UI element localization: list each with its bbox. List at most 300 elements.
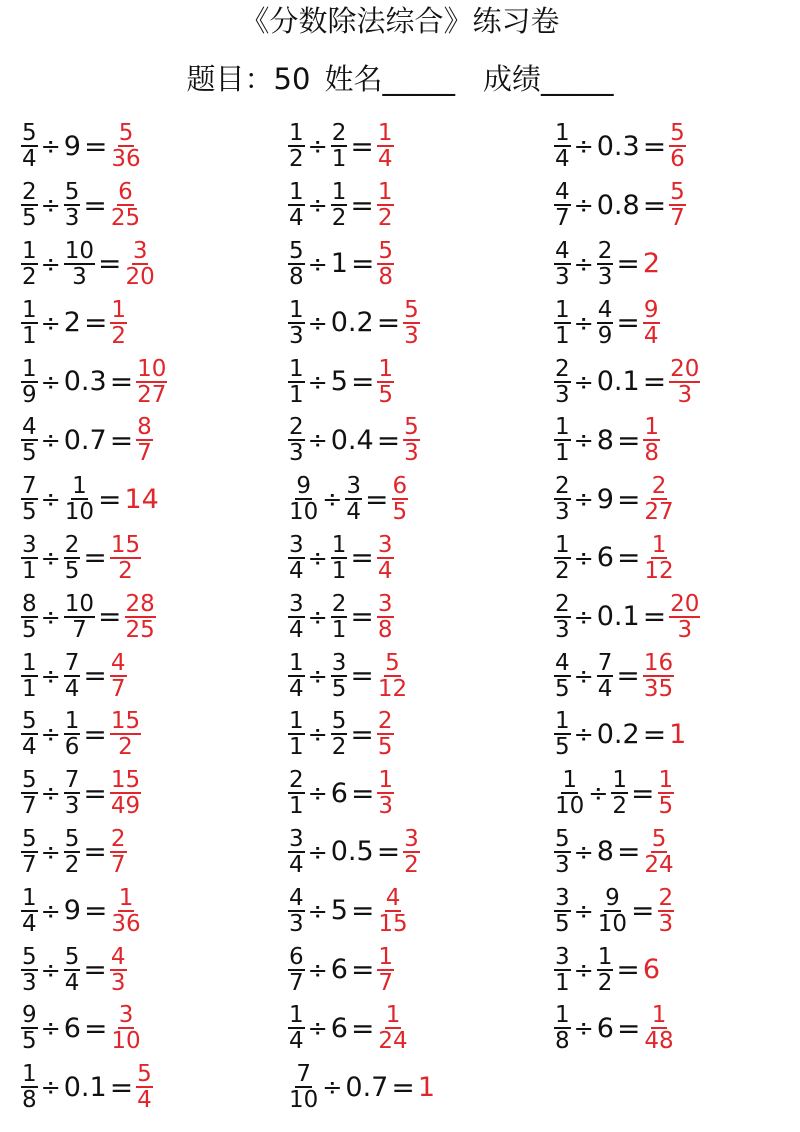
equals-sign: = (616, 659, 640, 693)
dividend-fraction (288, 533, 305, 583)
dividend-denominator: 5 (555, 734, 570, 761)
answer-numerator: 16 (643, 649, 674, 676)
answer-numerator: 2 (110, 825, 126, 852)
divisor-numerator: 1 (331, 179, 347, 206)
answer (376, 768, 395, 818)
divisor-numerator: 3 (331, 649, 347, 676)
dividend-fraction (21, 239, 38, 289)
divisor-number: 6 (330, 1012, 348, 1044)
dividend-denominator: 5 (22, 205, 37, 232)
answer-numerator: 5 (670, 120, 685, 147)
dividend-fraction (288, 180, 305, 230)
dividend-numerator: 1 (22, 355, 37, 382)
divisor-denominator: 4 (64, 969, 80, 996)
dividend-denominator: 1 (555, 440, 570, 467)
dividend-fraction (554, 592, 571, 642)
answer-fraction (110, 709, 141, 759)
answer-denominator: 4 (377, 557, 393, 584)
dividend-fraction (21, 121, 38, 171)
divisor-numerator: 2 (331, 120, 347, 147)
problem-row (20, 352, 168, 411)
dividend-denominator: 8 (555, 1028, 570, 1055)
answer-numerator: 4 (385, 884, 401, 911)
equals-sign: = (616, 306, 640, 340)
divisor-numerator: 1 (331, 531, 347, 558)
dividend-numerator: 2 (555, 355, 570, 382)
answer-fraction (669, 180, 686, 230)
answer-numerator: 1 (651, 1002, 667, 1029)
problem-column-1 (20, 117, 168, 1117)
problem-row (20, 940, 168, 999)
dividend-fraction (554, 121, 571, 171)
dividend-fraction (554, 180, 571, 230)
dividend-numerator: 5 (289, 237, 304, 264)
answer-fraction (403, 298, 420, 348)
answer (402, 415, 421, 465)
equals-sign: = (642, 600, 667, 634)
dividend-fraction (21, 415, 38, 465)
divide-sign: ÷ (40, 367, 61, 396)
divisor-fraction (64, 709, 81, 759)
equals-sign: = (616, 423, 641, 457)
equals-sign: = (350, 659, 374, 693)
divisor-denominator: 3 (597, 263, 613, 290)
divide-sign: ÷ (307, 837, 328, 866)
divide-sign: ÷ (307, 602, 328, 631)
dividend-fraction (288, 709, 305, 759)
equals-sign: = (350, 129, 374, 163)
problem-row (20, 881, 168, 940)
answer-numerator: 6 (118, 179, 133, 206)
divisor-number: 0.2 (596, 718, 640, 750)
divisor-fraction (597, 945, 614, 995)
answer (376, 357, 395, 407)
divisor-denominator: 2 (331, 734, 347, 761)
answer-denominator: 7 (670, 205, 685, 232)
divisor-number: 6 (330, 777, 348, 809)
equals-sign: = (391, 1070, 415, 1104)
dividend-denominator: 10 (555, 793, 585, 820)
dividend-denominator: 4 (22, 146, 37, 173)
equals-sign: = (83, 1011, 108, 1045)
divisor-number: 0.4 (330, 424, 374, 456)
answer-numerator: 1 (385, 1002, 401, 1029)
dividend-numerator: 1 (555, 1002, 570, 1029)
answer-denominator: 36 (111, 146, 141, 173)
problem-row (287, 940, 436, 999)
answer-fraction (403, 827, 420, 877)
equals-sign: = (98, 247, 122, 281)
answer (668, 180, 687, 230)
dividend-denominator: 7 (289, 969, 304, 996)
divisor-denominator: 1 (331, 616, 347, 643)
problem-row (20, 293, 168, 352)
dividend-fraction (288, 1062, 319, 1112)
problem-row (553, 823, 701, 882)
dividend-fraction (21, 533, 38, 583)
dividend-denominator: 3 (289, 910, 304, 937)
divide-sign: ÷ (573, 132, 594, 161)
divisor-fraction (64, 474, 95, 524)
dividend-fraction (288, 415, 305, 465)
dividend-fraction (288, 945, 305, 995)
divide-sign: ÷ (573, 191, 594, 220)
dividend-fraction (554, 1003, 571, 1053)
divisor-fraction (64, 239, 95, 289)
problem-row (20, 999, 168, 1058)
answer-fraction (377, 180, 394, 230)
divide-sign: ÷ (40, 661, 61, 690)
divide-sign: ÷ (40, 779, 61, 808)
dividend-denominator: 9 (22, 381, 37, 408)
question-count-value: 50 (273, 62, 311, 96)
divide-sign: ÷ (307, 779, 328, 808)
problem-row (553, 117, 701, 176)
answer (642, 651, 675, 701)
dividend-numerator: 1 (555, 120, 570, 147)
problem-column-2 (287, 117, 436, 1117)
equals-sign: = (83, 717, 107, 751)
problem-row (553, 940, 701, 999)
dividend-numerator: 2 (555, 590, 570, 617)
dividend-denominator: 1 (22, 557, 37, 584)
equals-sign: = (350, 247, 375, 281)
dividend-fraction (21, 1003, 38, 1053)
dividend-numerator: 3 (289, 590, 304, 617)
problem-row (287, 587, 436, 646)
divisor-numerator: 2 (64, 531, 80, 558)
answer-denominator: 25 (125, 616, 155, 643)
answer-fraction (110, 651, 127, 701)
equals-sign: = (642, 365, 667, 399)
answer (109, 886, 142, 936)
dividend-fraction (554, 474, 571, 524)
problem-row (553, 646, 701, 705)
dividend-denominator: 5 (22, 499, 37, 526)
equals-sign: = (83, 953, 107, 987)
dividend-denominator: 8 (22, 1087, 37, 1114)
answer-numerator: 5 (651, 825, 667, 852)
answer-numerator: 1 (377, 179, 393, 206)
answer-fraction (125, 592, 156, 642)
problem-row (287, 117, 436, 176)
divide-sign: ÷ (573, 896, 594, 925)
divisor-number: 1 (330, 248, 348, 280)
divide-sign: ÷ (40, 308, 61, 337)
dividend-numerator: 1 (22, 649, 37, 676)
answer-fraction (136, 357, 167, 407)
answer-denominator: 5 (377, 734, 393, 761)
answer-fraction (643, 298, 660, 348)
answer-denominator: 3 (677, 381, 693, 408)
divide-sign: ÷ (40, 191, 61, 220)
answer (391, 474, 410, 524)
dividend-denominator: 4 (22, 734, 37, 761)
divisor-denominator: 10 (64, 499, 95, 526)
equals-sign: = (83, 129, 108, 163)
dividend-denominator: 5 (22, 1028, 37, 1055)
answer (109, 945, 128, 995)
equals-sign: = (616, 953, 640, 987)
answer (124, 239, 157, 289)
problem-row (287, 881, 436, 940)
dividend-denominator: 3 (555, 381, 570, 408)
divisor-denominator: 7 (72, 616, 87, 643)
answer-numerator: 6 (392, 473, 408, 500)
dividend-numerator: 3 (289, 825, 304, 852)
dividend-numerator: 7 (296, 1061, 311, 1088)
answer-fraction (110, 533, 141, 583)
problem-row (20, 646, 168, 705)
divisor-fraction (345, 474, 362, 524)
answer-numerator: 5 (670, 179, 685, 206)
divide-sign: ÷ (307, 543, 328, 572)
equals-sign: = (350, 953, 375, 987)
answer-numerator: 15 (110, 767, 141, 794)
divisor-number: 2 (63, 307, 81, 339)
divide-sign: ÷ (573, 249, 594, 278)
answer-denominator: 3 (658, 910, 674, 937)
problem-row (553, 529, 701, 588)
dividend-numerator: 3 (289, 531, 304, 558)
equals-sign: = (376, 423, 401, 457)
divisor-denominator: 1 (331, 146, 347, 173)
dividend-numerator: 5 (22, 825, 37, 852)
divisor-denominator: 9 (597, 322, 613, 349)
divide-sign: ÷ (573, 543, 594, 572)
answer-number: 14 (124, 483, 159, 515)
divide-sign: ÷ (573, 367, 594, 396)
problem-row (553, 705, 701, 764)
answer-numerator: 3 (377, 531, 393, 558)
problem-row (287, 411, 436, 470)
answer-fraction (110, 768, 141, 818)
divisor-fraction (597, 239, 614, 289)
answer (402, 298, 421, 348)
dividend-denominator: 7 (22, 851, 37, 878)
divisor-number: 0.1 (596, 601, 640, 633)
equals-sign: = (642, 717, 667, 751)
divisor-number: 0.7 (63, 424, 107, 456)
problem-row (287, 1058, 436, 1117)
equals-sign: = (83, 894, 108, 928)
answer-fraction (110, 180, 141, 230)
equals-sign: = (83, 188, 107, 222)
divide-sign: ÷ (307, 720, 328, 749)
answer (668, 592, 701, 642)
divisor-number: 0.2 (330, 307, 374, 339)
answer (109, 1003, 142, 1053)
answer (668, 357, 701, 407)
problem-row (20, 587, 168, 646)
dividend-numerator: 9 (296, 473, 311, 500)
divide-sign: ÷ (307, 249, 328, 278)
answer-denominator: 4 (137, 1087, 152, 1114)
dividend-denominator: 10 (289, 1087, 319, 1114)
divisor-fraction (611, 768, 628, 818)
answer (642, 248, 661, 280)
dividend-fraction (554, 709, 571, 759)
equals-sign: = (109, 365, 134, 399)
answer (109, 709, 142, 759)
divisor-fraction (331, 709, 348, 759)
answer-denominator: 2 (118, 734, 133, 761)
answer-denominator: 3 (378, 793, 394, 820)
answer-denominator: 48 (644, 1028, 674, 1055)
dividend-denominator: 4 (289, 557, 304, 584)
answer-denominator: 4 (377, 146, 393, 173)
equals-sign: = (642, 129, 667, 163)
divisor-number: 6 (63, 1012, 81, 1044)
answer-denominator: 7 (110, 675, 126, 702)
divisor-denominator: 1 (331, 557, 347, 584)
answer-numerator: 8 (137, 414, 152, 441)
answer-numerator: 5 (404, 414, 419, 441)
answer-fraction (377, 709, 394, 759)
answer (657, 768, 676, 818)
divide-sign: ÷ (573, 837, 594, 866)
divisor-fraction (597, 298, 614, 348)
answer-denominator: 20 (125, 263, 155, 290)
equals-sign: = (365, 482, 389, 516)
answer-numerator: 3 (132, 237, 148, 264)
dividend-denominator: 3 (289, 322, 304, 349)
dividend-fraction (554, 886, 571, 936)
divisor-number: 8 (596, 424, 614, 456)
divisor-number: 0.5 (330, 836, 374, 868)
problem-row (553, 587, 701, 646)
divide-sign: ÷ (322, 485, 343, 514)
divide-sign: ÷ (40, 1073, 61, 1102)
answer-denominator: 36 (111, 910, 141, 937)
answer-numerator: 28 (125, 590, 155, 617)
equals-sign: = (376, 306, 401, 340)
divisor-fraction (597, 651, 614, 701)
equals-sign: = (98, 482, 122, 516)
dividend-denominator: 3 (555, 499, 570, 526)
answer-fraction (110, 298, 127, 348)
dividend-numerator: 5 (22, 943, 37, 970)
problem-row (20, 235, 168, 294)
divide-sign: ÷ (307, 132, 328, 161)
answer-numerator: 9 (643, 296, 659, 323)
answer-numerator: 15 (110, 708, 141, 735)
problem-row (20, 470, 168, 529)
dividend-fraction (288, 651, 305, 701)
divisor-number: 6 (330, 954, 348, 986)
divide-sign: ÷ (573, 602, 594, 631)
answer (376, 1003, 409, 1053)
divisor-numerator: 2 (331, 590, 347, 617)
dividend-denominator: 1 (555, 969, 570, 996)
divisor-fraction (331, 533, 348, 583)
dividend-fraction (288, 298, 305, 348)
answer-numerator: 4 (110, 943, 126, 970)
dividend-numerator: 5 (22, 120, 37, 147)
divisor-number: 0.7 (345, 1071, 389, 1103)
divisor-number: 9 (63, 895, 81, 927)
divisor-fraction (64, 768, 81, 818)
problem-row (20, 1058, 168, 1117)
answer (109, 533, 142, 583)
problem-row (287, 646, 436, 705)
answer-numerator: 2 (651, 473, 667, 500)
dividend-denominator: 10 (289, 499, 319, 526)
answer-fraction (110, 886, 141, 936)
student-name-blank[interactable]: _____ (382, 62, 455, 96)
answer (642, 954, 661, 986)
answer (376, 180, 395, 230)
problem-row (553, 470, 701, 529)
answer-fraction (658, 886, 675, 936)
answer-fraction (125, 239, 156, 289)
answer-numerator: 3 (377, 590, 393, 617)
dividend-denominator: 3 (289, 440, 304, 467)
problem-row (287, 176, 436, 235)
problem-row (20, 411, 168, 470)
dividend-fraction (288, 886, 305, 936)
divide-sign: ÷ (40, 249, 61, 278)
problem-row (553, 235, 701, 294)
dividend-numerator: 5 (555, 825, 570, 852)
answer (642, 827, 675, 877)
divisor-denominator: 3 (64, 793, 80, 820)
answer-numerator: 2 (377, 708, 393, 735)
problem-column-3 (553, 117, 701, 1058)
divisor-fraction (64, 533, 81, 583)
dividend-numerator: 1 (22, 237, 37, 264)
answer-denominator: 35 (643, 675, 674, 702)
dividend-denominator: 3 (555, 263, 570, 290)
problem-row (287, 705, 436, 764)
answer-fraction (669, 121, 686, 171)
answer-denominator: 10 (111, 1028, 141, 1055)
dividend-denominator: 5 (22, 440, 37, 467)
answer (124, 483, 160, 515)
dividend-numerator: 7 (22, 473, 37, 500)
answer (109, 180, 142, 230)
dividend-denominator: 1 (289, 381, 304, 408)
dividend-denominator: 4 (289, 205, 304, 232)
score-blank[interactable]: _____ (540, 62, 614, 96)
answer-denominator: 2 (404, 851, 419, 878)
answer-number: 1 (669, 718, 687, 750)
divide-sign: ÷ (573, 955, 594, 984)
problem-row (20, 117, 168, 176)
problem-row (553, 764, 701, 823)
answer-number: 2 (642, 248, 661, 280)
answer (376, 709, 395, 759)
answer (417, 1071, 436, 1103)
answer-denominator: 24 (378, 1028, 408, 1055)
answer-denominator: 27 (137, 381, 167, 408)
problem-row (287, 764, 436, 823)
answer-fraction (669, 357, 700, 407)
answer (642, 298, 661, 348)
answer (642, 415, 661, 465)
dividend-denominator: 2 (22, 263, 37, 290)
divisor-fraction (64, 827, 81, 877)
answer-numerator: 1 (118, 884, 134, 911)
divisor-denominator: 5 (64, 557, 80, 584)
answer-denominator: 27 (644, 499, 674, 526)
divisor-number: 5 (330, 366, 348, 398)
answer-denominator: 7 (137, 440, 152, 467)
dividend-fraction (21, 827, 38, 877)
dividend-fraction (554, 415, 571, 465)
divisor-number: 0.3 (596, 130, 640, 162)
divisor-fraction (597, 886, 628, 936)
